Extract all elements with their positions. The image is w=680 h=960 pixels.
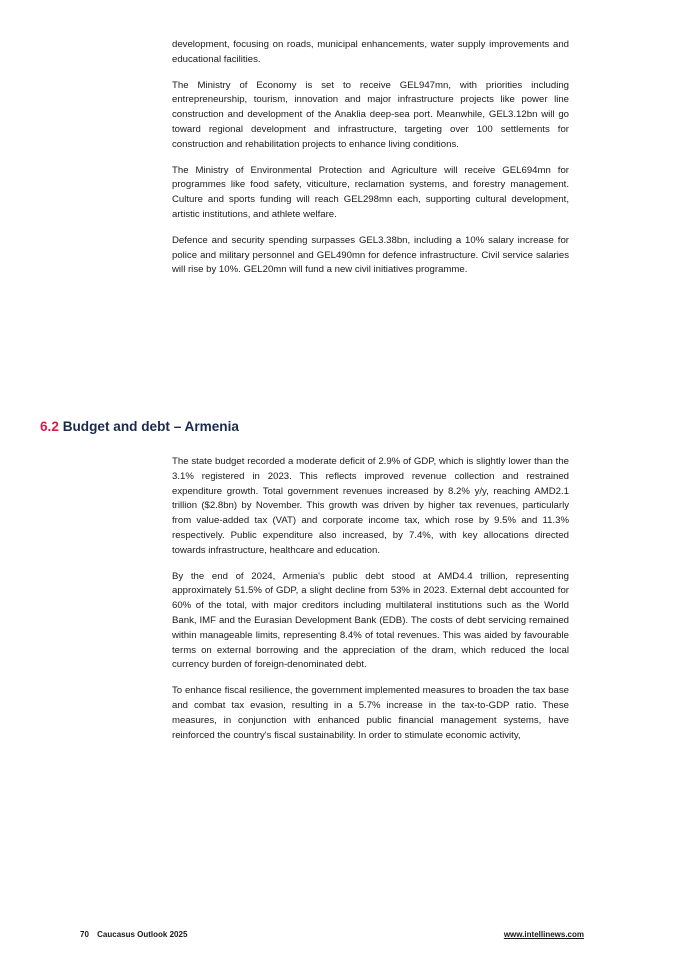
website-link[interactable]: www.intellinews.com — [503, 930, 584, 939]
paragraph: The Ministry of Economy is set to receive GEL947mn, with priorities including entrepreneurship, tourism, innovation and major infrastructure projects like power line construction and development of the Anaklia deep-sea port. Meanwhile, GEL3.12bn will go toward regional development and infrastructure, targeting over 100 settlements for construction and rehabilitation projects to enhance living conditions. — [172, 79, 569, 150]
section-number: 6.2 — [40, 419, 59, 434]
section-title: Budget and debt – Armenia — [62, 419, 239, 434]
page-footer — [80, 930, 584, 944]
paragraph: By the end of 2024, Armenia's public debt stood at AMD4.4 trillion, representing approximately 51.5% of GDP, a slight decline from 53% in 2023. External debt accounted for 60% of the total, with major creditors including multilateral institutions such as the World Bank, IMF and the Eurasian Development Bank (EDB). The costs of debt servicing remained within manageable limits, representing 8.4% of total revenues. This was aided by favourable terms on external borrowing and the appreciation of the dram, which reduced the local currency burden of foreign-denominated debt. — [172, 570, 569, 671]
page-number: 70 — [80, 930, 89, 939]
paragraph: Defence and security spending surpasses GEL3.38bn, including a 10% salary increase for police and military personnel and GEL490mn for defence infrastructure. Civil service salaries will rise by 10%. GEL20mn will fund a new civil initiatives programme. — [172, 234, 569, 276]
paragraph: The Ministry of Environmental Protection and Agriculture will receive GEL694mn for programmes like food safety, viticulture, reclamation systems, and forestry management. Culture and sports funding will reach GEL298mn each, supporting cultural development, artistic institutions, and athlete welfare. — [172, 164, 569, 220]
publication-name: Caucasus Outlook 2025 — [97, 930, 188, 939]
footer-left — [80, 930, 187, 939]
paragraph: To enhance fiscal resilience, the government implemented measures to broaden the tax base and combat tax evasion, resulting in a 5.7% increase in the tax-to-GDP ratio. These measures, in conjunction with enhanced public financial management systems, have reinforced the country's fiscal sustainability. In order to stimulate economic activity, — [172, 685, 569, 741]
paragraph: development, focusing on roads, municipal enhancements, water supply improvements and educational facilities. — [172, 39, 569, 65]
bottom-text-column — [172, 455, 569, 754]
paragraph: The state budget recorded a moderate deficit of 2.9% of GDP, which is slightly lower than the 3.1% registered in 2023. This reflects improved revenue collection and restrained expenditure growth. Total government revenues increased by 8.2% y/y, reaching AMD2.1 trillion ($2.8bn) by November. This growth was driven by higher tax revenues, particularly from value-added tax (VAT) and corporate income tax, which rose by 9.5% and 11.3% respectively. Public expenditure also increased, by 7.4%, with key allocations directed towards infrastructure, healthcare and education. — [172, 456, 569, 556]
section-heading — [40, 419, 239, 434]
top-text-column — [172, 38, 569, 289]
